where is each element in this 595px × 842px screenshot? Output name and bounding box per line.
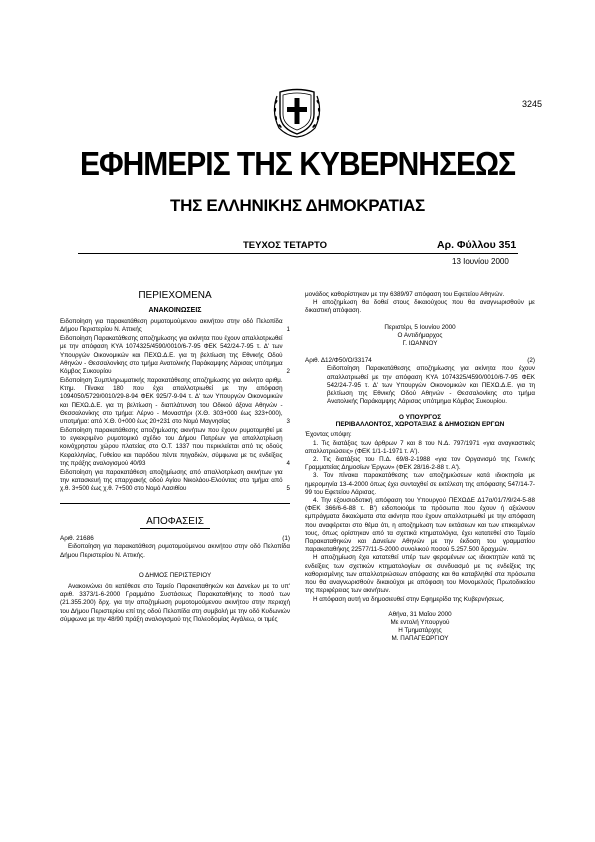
- paragraph-5: Η αποζημίωση έχει κατατεθεί υπέρ των φερομένων ως ιδιοκτητών κατά τις ενδείξεις των σχετικών κτηματολογίων σε συνδυασμό με τις ενδείξεις της καθορισμένης των απαλλοτριώσεων απόφασης και θα καταβληθεί στα πρόσωπα που θα αναγνωρισθούν δικαιούχοι με απόφαση του Μονομελούς Πρωτοδικείου της περιφέρειας των ακινήτων.: [305, 554, 535, 595]
- contents-item-page: 1: [286, 326, 290, 334]
- page-number: 3245: [522, 99, 543, 109]
- decision-authority: Ο ΔΗΜΟΣ ΠΕΡΙΣΤΕΡΙΟΥ: [138, 571, 212, 579]
- decision-summary: Ειδοποίηση για παρακατάθεση ρυμοτομούμενου ακινήτου στην οδό Πελοπίδα Δήμου Περιστερίου Ν. Αττικής.: [60, 543, 290, 559]
- contents-item[interactable]: [60, 318, 290, 334]
- contents-item-page: 4: [286, 459, 290, 467]
- decisions-underline: [140, 528, 210, 529]
- gazette-subtitle: ΤΗΣ ΕΛΛΗΝΙΚΗΣ ΔΗΜΟΚΡΑΤΙΑΣ: [170, 196, 425, 215]
- masthead-rule: [78, 253, 518, 254]
- contents-item-page: 5: [286, 485, 290, 493]
- left-column: [60, 290, 290, 624]
- paragraph-2: 2. Τις διατάξεις του Π.Δ. 69/8-2-1988 «για τον Οργανισμό της Γενικής Γραμματείας Δημοσίων Έργων» (ΦΕΚ 28/16-2-88 τ. Α').: [305, 456, 535, 472]
- contents-item-text: Ειδοποίηση για παρακατάθεση αποζημίωσης από απαλλοτρίωση ακινήτων για την κατασκευή της επαρχιακής οδού Αγίου Νικολάου-Ελούντας στο τμήμα από χ.θ. 3+500 έως χ.θ. 7+500 στο Νομό Λασιθίου: [60, 468, 283, 493]
- signature-order: Με εντολή Υπουργού: [390, 618, 450, 626]
- decision2-ref: Αριθ. Δ12/Φ50/Ο/33174: [305, 357, 372, 365]
- paragraph-6: Η απόφαση αυτή να δημοσιευθεί στην Εφημερίδα της Κυβερνήσεως.: [313, 595, 505, 603]
- contents-item[interactable]: [60, 469, 290, 493]
- contents-item[interactable]: [60, 335, 290, 376]
- ministry-name: ΠΕΡΙΒΑΛΛΟΝΤΟΣ, ΧΩΡΟΤΑΞΙΑΣ & ΔΗΜΟΣΙΩΝ ΕΡΓΩΝ: [335, 421, 505, 429]
- decision-ref: Αριθ. 21686: [60, 535, 94, 543]
- minister-heading: Ο ΥΠΟΥΡΓΟΣ: [398, 414, 442, 422]
- section-rule: [60, 503, 290, 504]
- signature-title: Η Τμηματάρχης: [398, 627, 442, 635]
- decision-beneficiaries: Η αποζημίωση θα δοθεί στους δικαιούχους που θα αναγνωρισθούν με δικαστική απόφαση.: [305, 299, 535, 315]
- contents-item-text: Ειδοποίηση παρακατάθεσης αποζημίωσης ακινήτων που έχουν ρυμοτομηθεί με το εγκεκριμένο ρυμοτομικό σχέδιο του Δήμου Πατρέων για απαλλοτρίωση κοινόχρηστου χώρου πλατείας στο Ο.Τ. 1337 που περικλείεται από τις οδούς Κεφαλληνίας, Γυθείου και παρόδου πέντε πηγαδιών, σύμφωνα με τις ενδείξεις της πράξης αναλογισμού 40/93: [60, 427, 283, 467]
- issue-label: ΤΕΥΧΟΣ ΤΕΤΑΡΤΟ: [243, 240, 327, 251]
- contents-item-page: 2: [286, 367, 290, 375]
- paragraph-3: 3. Τον πίνακα παρακατάθεσης των αποζημιώσεων κατά ιδιοκτησία με ημερομηνία 13-4-2000 όπως έχει συνταχθεί σε εκτέλεση της απόφασης 547/14-7-99 του Εφετείου Λάρισας.: [305, 472, 535, 496]
- right-column: [305, 291, 535, 644]
- signature-place-date: Αθήνα, 31 Μαΐου 2000: [388, 610, 452, 618]
- contents-item[interactable]: [60, 427, 290, 468]
- coat-of-arms-emblem: [271, 82, 323, 138]
- sheet-number: Αρ. Φύλλου 351: [437, 239, 517, 251]
- contents-item-text: Ειδοποίηση Συμπληρωματικής παρακατάθεσης αποζημίωσης για ακίνητο αριθμ. Κτημ. Πίνακα 180 που έχει απαλλοτριωθεί με την απόφαση 1094050/5729/0010/29-8-94 ΦΕΚ 925/7-9-94 τ. Δ' των Υπουργών Οικονομικών και ΠΕΧΩ.Δ.Ε. για τη βελτίωση - διαπλάτυνση του Οδικού άξονα Αθηνών - Θεσσαλονίκης στο τμήμα: Λέρνο - Μοναστήρι (Χ.Θ. 303+000 έως 323+000), υποτμήμα: από Χ.Θ. 0+000 έως 20+231 στο Νομό Μαγνησίας: [60, 377, 283, 425]
- signature-block: [305, 611, 535, 644]
- decision-continued: μονάδος καθορίστηκαν με την 6389/97 απόφαση του Εφετείου Αθηνών.: [305, 291, 505, 298]
- contents-item-page: 3: [286, 417, 290, 425]
- gazette-title: ΕΦΗΜΕΡΙΣ ΤΗΣ ΚΥΒΕΡΝΗΣΕΩΣ: [79, 145, 516, 183]
- decision2-number: (2): [527, 357, 535, 365]
- paragraph-4: 4. Την εξουσιοδοτική απόφαση του Υπουργού ΠΕΧΩΔΕ Δ17α/01/7/9/24-5-88 (ΦΕΚ 366/6-6-88 τ. Β') ειδοποιούμε τα πρόσωπα που έχουν ή αξιώνουν εμπράγματα δικαιώματα στα ακίνητα που έχουν απαλλοτριωθεί με την απόφαση που αναφέρεται στο θέμα ότι, η αποζημίωση των εκτάσεων και των επικειμένων τους, όπως ορίστηκαν από τα σχετικά κτηματολόγια, έχει κατατεθεί στο Ταμείο Παρακαταθηκών και Δανείων Αθηνών με την έκδοση του γραμματίου παρακαταθήκης 22577/11-5-2000 συνολικού ποσού 5.257.500 δραχμών.: [305, 497, 535, 554]
- contents-item[interactable]: [60, 377, 290, 426]
- signature-name: Μ. ΠΑΠΑΓΕΩΡΓΙΟΥ: [391, 635, 449, 643]
- having-regard: Έχοντας υπόψη:: [305, 431, 352, 439]
- decision-number: (1): [282, 535, 290, 543]
- contents-list: [60, 318, 290, 493]
- decision2-summary: Ειδοποίηση Παρακατάθεσης αποζημίωσης για ακίνητα που έχουν απαλλοτριωθεί με την απόφαση ΚΥΑ 1074325/4590/0010/6-7-95 ΦΕΚ 542/24-7-95 τ. Δ' των Υπουργών Οικονομικών και ΠΕΧΩ.Δ.Ε. για τη βελτίωση της Εθνικής Οδού Αθηνών - Θεσσαλονίκης στο τμήμα Ανατολικής Παράκαμψης Λάρισας υπότμημα Κόμβος Συκουρίου.: [327, 365, 535, 406]
- decision-body: Ανακοινώνει ότι κατέθεσε στο Ταμείο Παρακαταθηκών και Δανείων με το υπ' αριθ. 3373/1-6-2000 Γραμμάτιο Συστάσεως Παρακαταθήκης το ποσό των (21.355.200) δρχ. για την αποζημίωση ρυμοτομούμενου ακινήτου στην περιοχή του Δήμου Περιστερίου επί της οδού Πελοπίδα στη συμβολή με την οδό Κυδωνιών σύμφωνα με την 48/90 πράξη αναλογισμού της Πολεοδομίας Αιγάλεω, οι τιμές: [60, 582, 290, 623]
- issue-date: 13 Ιουνίου 2000: [452, 257, 509, 266]
- contents-heading: ΠΕΡΙΕΧΟΜΕΝΑ: [138, 290, 212, 301]
- decision-place-date: Περιστέρι, 5 Ιουνίου 2000: [384, 323, 456, 331]
- decision-signer-name: Γ. ΙΩΑΝΝΟΥ: [402, 340, 438, 348]
- contents-item-text: Ειδοποίηση για παρακατάθεση ρυμοτομούμενου ακινήτου στην οδό Πελοπίδα Δήμου Περιστερίου Ν. Αττικής: [60, 318, 283, 334]
- decision-signer-title: Ο Αντιδήμαρχος: [397, 331, 443, 339]
- announcements-heading: ΑΝΑΚΟΙΝΩΣΕΙΣ: [148, 307, 202, 314]
- contents-item-text: Ειδοποίηση Παρακατάθεσης αποζημίωσης για ακίνητα που έχουν απαλλοτριωθεί με την απόφαση ΚΥΑ 1074325/4590/0010/6-7-95 ΦΕΚ 542/24-7-95 τ. Δ' των Υπουργών Οικονομικών και ΠΕΧΩ.Δ.Ε. για τη βελτίωση της Εθνικής Οδού Αθηνών - Θεσσαλονίκης στο τμήμα Ανατολικής Παράκαμψης Λάρισας υπότμημα Κόμβος Συκουρίου: [60, 335, 283, 375]
- paragraph-1: 1. Τις διατάξεις των άρθρων 7 και 8 του Ν.Δ. 797/1971 «για αναγκαστικές απαλλοτριώσεις» (ΦΕΚ 1/1-1-1971 τ. Α').: [305, 439, 535, 455]
- decisions-heading: ΑΠΟΦΑΣΕΙΣ: [146, 516, 204, 528]
